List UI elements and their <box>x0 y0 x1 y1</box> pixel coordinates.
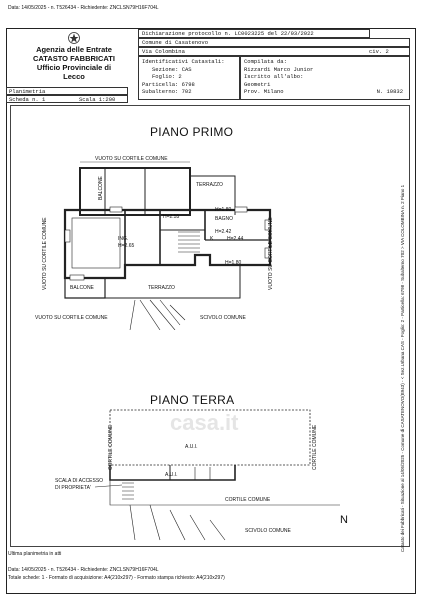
pt-aui-2: A.U.I. <box>165 472 178 478</box>
protocol-number: LC0023225 <box>234 30 265 37</box>
pp-h265: H=2.65 <box>118 243 135 249</box>
pp-h242: H=2.42 <box>215 229 232 235</box>
office-line3: Ufficio Provinciale di <box>36 63 112 72</box>
compilata-n: N. 10832 <box>376 88 403 95</box>
ident-subalterno: Subalterno: 702 <box>142 88 192 95</box>
pp-vuoto-bottom: VUOTO SU CORTILE COMUNE <box>35 315 108 321</box>
watermark: casa.it <box>170 410 239 435</box>
office-block <box>20 31 128 81</box>
pt-aui-1: A.U.I. <box>185 444 198 450</box>
compilata-name: Rizzardi Marco Junior <box>244 65 314 73</box>
protocol-row <box>138 29 370 38</box>
via: Via Colombina <box>142 48 185 55</box>
pp-scivolo: SCIVOLO COMUNE <box>200 315 246 321</box>
pp-terrazzo: TERRAZZO <box>148 285 175 291</box>
pt-cortile-left: CORTILE COMUNE <box>108 424 114 470</box>
protocol-label: Dichiarazione protocollo n. <box>142 30 232 37</box>
office-line4: Lecco <box>63 72 85 81</box>
ident-box <box>138 56 240 100</box>
compilata-prov-row <box>244 88 406 96</box>
compilata-prov: Prov. Milano <box>244 88 284 95</box>
pp-balcone: BALCONE <box>70 285 94 291</box>
planimetria-label: Planimetria <box>9 88 46 95</box>
footer-line1: Data: 14/05/2025 - n. T526434 - Richiedente: ZNCLSN79H16F704L <box>8 567 159 573</box>
pt-cortile-right: CORTILE COMUNE <box>312 424 318 470</box>
comune-row <box>138 38 410 47</box>
ident-foglio: Foglio: 2 <box>152 73 182 80</box>
compilata-title: Compilata da: <box>244 58 287 65</box>
pp-bagno: BAGNO <box>215 216 234 222</box>
emblem-icon <box>67 31 81 45</box>
protocol-date-label: del <box>267 30 278 37</box>
comune: Comune di Casatenovo <box>142 39 209 46</box>
pt-scala-accesso-2: DI PROPRIETA' <box>55 485 91 491</box>
pp-h244: H=2.44 <box>227 236 244 242</box>
pp-vuoto-left: VUOTO SU CORTILE COMUNE <box>42 217 48 290</box>
civico: civ. 2 <box>369 48 389 55</box>
ident-particella: Particella: 6798 <box>142 80 195 88</box>
top-stamp: Data: 14/05/2025 - n. T526434 - Richiedente: ZNCLSN79H16F704L <box>8 5 159 11</box>
office-line2: CATASTO FABBRICATI <box>33 54 115 63</box>
scala-label: Scala 1:200 <box>79 96 116 103</box>
scheda-row <box>6 95 128 103</box>
compilata-box <box>240 56 410 100</box>
piano-primo-plan <box>10 140 410 330</box>
planimetria-row <box>6 87 128 95</box>
pt-scala-accesso-1: SCALA DI ACCESSO <box>55 478 104 484</box>
pp-h255: H=2.55 <box>163 214 180 220</box>
compilata-albo: Geometri <box>244 80 271 88</box>
compilata-iscritto: Iscritto all'albo: <box>244 73 304 80</box>
upper-block-wall <box>80 168 190 215</box>
pp-balcone-v: BALCONE <box>98 176 104 200</box>
pp-vuoto-right: VUOTO SU CORTILE COMUNE <box>268 217 274 290</box>
pp-h180a: H=1.80 <box>215 207 232 213</box>
scheda-label: Scheda n. 1 <box>9 96 46 103</box>
ident-title: Identificativi Catastali: <box>142 58 225 65</box>
office-line1: Agenzia delle Entrate <box>36 45 112 54</box>
piano-primo-title: PIANO PRIMO <box>150 125 234 139</box>
ultima-planimetria: Ultima planimetria in atti <box>8 551 62 557</box>
pp-vuoto-top: VUOTO SU CORTILE COMUNE <box>95 156 168 162</box>
piano-terra-title: PIANO TERRA <box>150 393 235 407</box>
protocol-date: 22/03/2022 <box>280 30 314 37</box>
pp-h180b: H=1.80 <box>225 260 242 266</box>
footer-line2: Totale schede: 1 - Formato di acquisizione: A4(210x297) - Formato stampa richiesto: A4(210x297) <box>8 575 225 581</box>
pt-scivolo: SCIVOLO COMUNE <box>245 528 291 534</box>
side-text: Catasto dei Fabbricati - Situazione al 14/05/2025 - Comune di CASATENOVO(B943) - < Sez.Urbana CAS - Foglio: 2 - Particella: 6798 - Subalterno 702 > VIA COLOMBINA n. 2 Piano 1 <box>400 184 405 552</box>
pp-k: K <box>210 236 214 242</box>
ident-sezione: Sezione: CAS <box>152 65 192 73</box>
pt-cortile-bottom: CORTILE COMUNE <box>225 497 271 503</box>
via-row <box>138 47 410 56</box>
north-arrow-icon: N <box>340 514 348 526</box>
pp-ing: ING. <box>118 236 129 242</box>
pp-terrazzo-top: TERRAZZO <box>196 182 223 188</box>
